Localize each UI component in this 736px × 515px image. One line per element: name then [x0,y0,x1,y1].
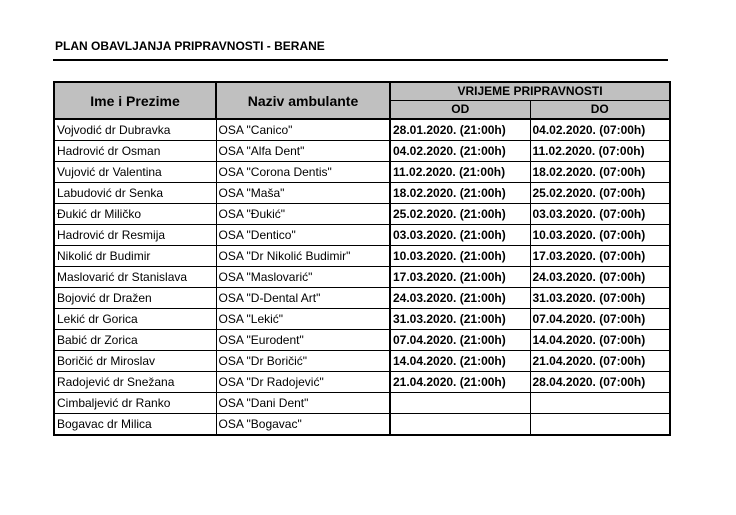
to-cell: 28.04.2020. (07:00h) [530,372,670,393]
table-body [54,119,670,435]
to-cell: 18.02.2020. (07:00h) [530,162,670,183]
table-row [54,267,670,288]
from-cell: 28.01.2020. (21:00h) [390,119,530,141]
name-cell: Đukić dr Miličko [54,204,216,225]
clinic-cell: OSA "Dr Radojević" [216,372,390,393]
table-row [54,119,670,141]
table-row [54,141,670,162]
from-cell: 10.03.2020. (21:00h) [390,246,530,267]
table-row [54,393,670,414]
to-cell: 14.04.2020. (07:00h) [530,330,670,351]
table-row [54,225,670,246]
clinic-cell: OSA "Canico" [216,119,390,141]
to-cell: 24.03.2020. (07:00h) [530,267,670,288]
from-cell: 07.04.2020. (21:00h) [390,330,530,351]
from-cell: 24.03.2020. (21:00h) [390,288,530,309]
to-cell: 10.03.2020. (07:00h) [530,225,670,246]
to-cell [530,414,670,436]
header-name: Ime i Prezime [54,82,216,119]
clinic-cell: OSA "D-Dental Art" [216,288,390,309]
table-row [54,246,670,267]
clinic-cell: OSA "Corona Dentis" [216,162,390,183]
name-cell: Hadrović dr Osman [54,141,216,162]
table-row [54,351,670,372]
title-underline [53,59,668,61]
to-cell: 17.03.2020. (07:00h) [530,246,670,267]
name-cell: Babić dr Zorica [54,330,216,351]
name-cell: Boričić dr Miroslav [54,351,216,372]
to-cell: 11.02.2020. (07:00h) [530,141,670,162]
clinic-cell: OSA "Maslovarić" [216,267,390,288]
to-cell: 04.02.2020. (07:00h) [530,119,670,141]
header-period: VRIJEME PRIPRAVNOSTI [390,82,670,101]
table-row [54,309,670,330]
from-cell: 18.02.2020. (21:00h) [390,183,530,204]
clinic-cell: OSA "Đukić" [216,204,390,225]
name-cell: Lekić dr Gorica [54,309,216,330]
table-row [54,330,670,351]
header-from: OD [390,101,530,120]
name-cell: Radojević dr Snežana [54,372,216,393]
clinic-cell: OSA "Bogavac" [216,414,390,436]
clinic-cell: OSA "Eurodent" [216,330,390,351]
from-cell: 03.03.2020. (21:00h) [390,225,530,246]
header-to: DO [530,101,670,120]
table-row [54,183,670,204]
on-call-schedule-table [53,81,671,436]
from-cell [390,414,530,436]
from-cell: 14.04.2020. (21:00h) [390,351,530,372]
from-cell: 25.02.2020. (21:00h) [390,204,530,225]
from-cell [390,393,530,414]
name-cell: Bojović dr Dražen [54,288,216,309]
name-cell: Cimbaljević dr Ranko [54,393,216,414]
name-cell: Hadrović dr Resmija [54,225,216,246]
to-cell: 31.03.2020. (07:00h) [530,288,670,309]
name-cell: Maslovarić dr Stanislava [54,267,216,288]
name-cell: Vujović dr Valentina [54,162,216,183]
clinic-cell: OSA "Maša" [216,183,390,204]
name-cell: Vojvodić dr Dubravka [54,119,216,141]
table-header [54,82,670,119]
header-clinic: Naziv ambulante [216,82,390,119]
from-cell: 11.02.2020. (21:00h) [390,162,530,183]
from-cell: 21.04.2020. (21:00h) [390,372,530,393]
clinic-cell: OSA "Lekić" [216,309,390,330]
document-title: PLAN OBAVLJANJA PRIPRAVNOSTI - BERANE [55,39,325,53]
clinic-cell: OSA "Dentico" [216,225,390,246]
to-cell: 03.03.2020. (07:00h) [530,204,670,225]
to-cell: 07.04.2020. (07:00h) [530,309,670,330]
table-row [54,414,670,436]
table-row [54,372,670,393]
name-cell: Nikolić dr Budimir [54,246,216,267]
from-cell: 17.03.2020. (21:00h) [390,267,530,288]
from-cell: 31.03.2020. (21:00h) [390,309,530,330]
to-cell [530,393,670,414]
clinic-cell: OSA "Alfa Dent" [216,141,390,162]
name-cell: Labudović dr Senka [54,183,216,204]
clinic-cell: OSA "Dr Nikolić Budimir" [216,246,390,267]
clinic-cell: OSA "Dr Boričić" [216,351,390,372]
name-cell: Bogavac dr Milica [54,414,216,436]
from-cell: 04.02.2020. (21:00h) [390,141,530,162]
clinic-cell: OSA "Dani Dent" [216,393,390,414]
to-cell: 21.04.2020. (07:00h) [530,351,670,372]
table-row [54,288,670,309]
to-cell: 25.02.2020. (07:00h) [530,183,670,204]
table-row [54,204,670,225]
table-row [54,162,670,183]
